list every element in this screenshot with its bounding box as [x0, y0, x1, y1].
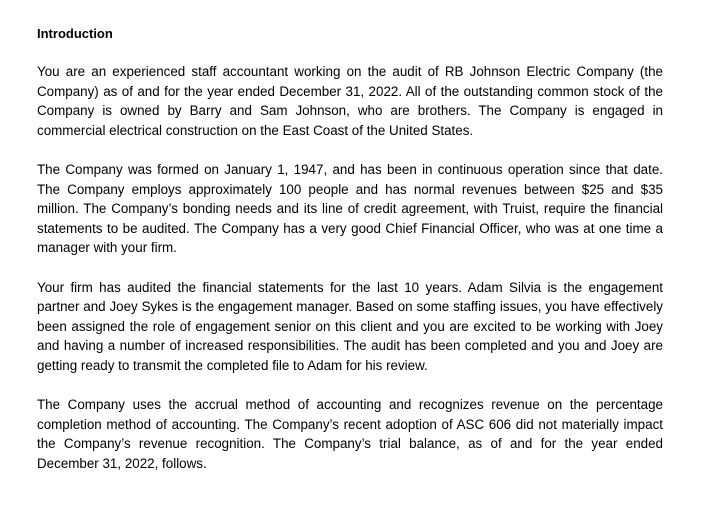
- paragraph-accounting-method: The Company uses the accrual method of accounting and recognizes revenue on the percentage completion method of accounting. The Company’s recent adoption of ASC 606 did not materially impact the Company’s revenue recognition. The Company’s trial balance, as of and for the year ended December 31, 2022, follows.: [37, 397, 663, 471]
- paragraph-audit-team: Your firm has audited the financial statements for the last 10 years. Adam Silvia is the engagement partner and Joey Sykes is the engagement manager. Based on some staffing issues, you have effectively been assigned the role of engagement senior on this client and you are excited to be working with Joey and having a number of increased responsibilities. The audit has been completed and you and Joey are getting ready to transmit the completed file to Adam for his review.: [37, 279, 663, 373]
- section-heading: Introduction: [37, 26, 113, 41]
- document-body: [37, 24, 663, 473]
- paragraph-introduction: You are an experienced staff accountant working on the audit of RB Johnson Electric Company (the Company) as of and for the year ended December 31, 2022. All of the outstanding common stock of the Company is owned by Barry and Sam Johnson, who are brothers. The Company is engaged in commercial electrical construction on the East Coast of the United States.: [37, 64, 663, 138]
- paragraph-company-background: The Company was formed on January 1, 1947, and has been in continuous operation since that date. The Company employs approximately 100 people and has normal revenues between $25 and $35 million. The Company’s bonding needs and its line of credit agreement, with Truist, require the financial statements to be audited. The Company has a very good Chief Financial Officer, who was at one time a manager with your firm.: [37, 162, 663, 255]
